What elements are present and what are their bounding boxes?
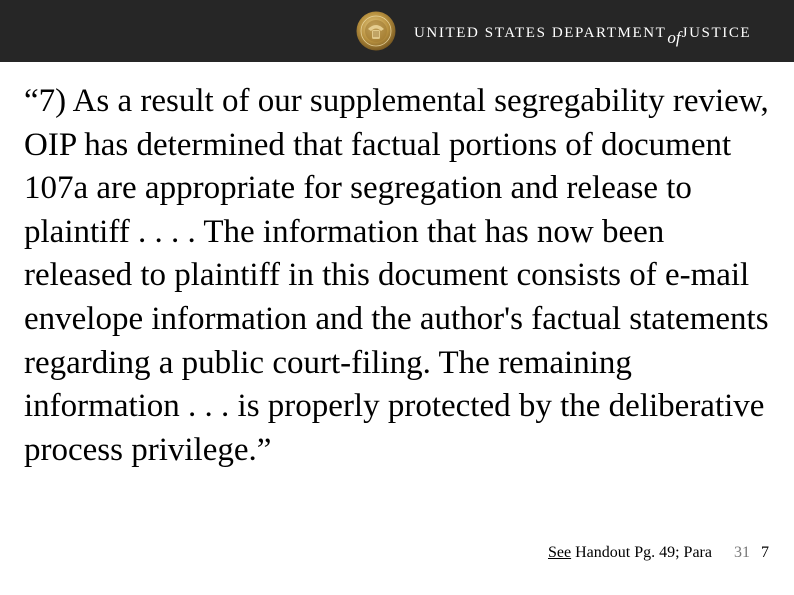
department-title-part1: UNITED STATES DEPARTMENT [414, 25, 667, 41]
quote-text: “7) As a result of our supplemental segregability review, OIP has determined that factual portions of document 107a are appropriate for segregation and release to plaintiff . . . . The information that has now been released to plaintiff in this document consists of e-mail envelope information and the author's factual statements regarding a public court-filing. The remaining information . . . is properly protected by the deliberative process privilege.” [24, 83, 769, 468]
header-banner [0, 0, 794, 62]
para-number: 7 [761, 544, 769, 561]
doj-seal-icon [356, 11, 396, 51]
department-title-of: of [667, 28, 681, 47]
citation-text: Handout Pg. 49; Para [575, 544, 712, 561]
citation-see: See [548, 544, 572, 561]
slide-number: 31 [734, 544, 750, 561]
citation [548, 544, 712, 562]
department-title [414, 22, 752, 47]
department-title-part2: JUSTICE [681, 25, 752, 41]
